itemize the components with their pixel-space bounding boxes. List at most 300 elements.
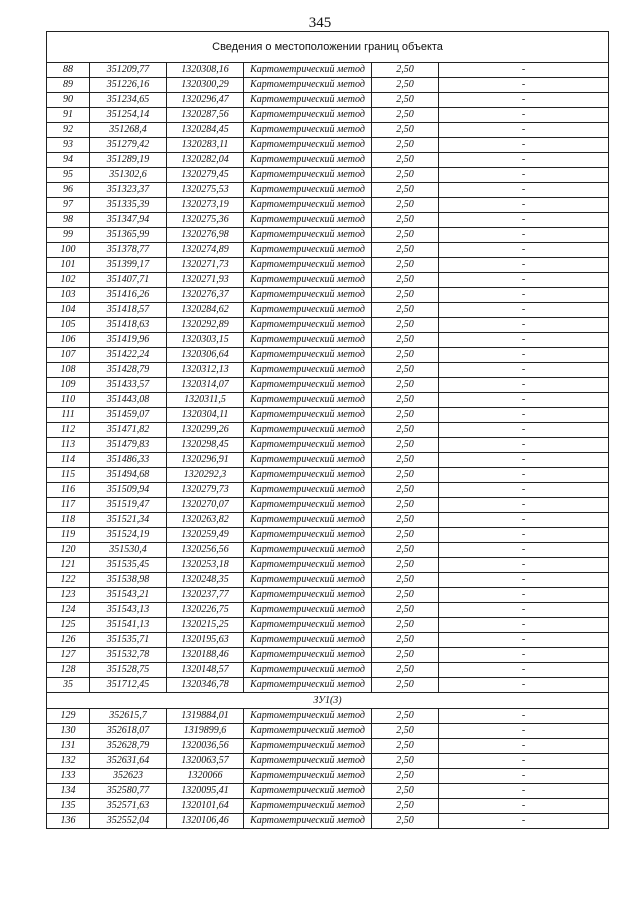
method-cell: Картометрический метод: [244, 108, 372, 123]
point-number-cell: 90: [47, 93, 90, 108]
method-cell: Картометрический метод: [244, 63, 372, 78]
x-coordinate-cell: 352571,63: [90, 799, 167, 814]
point-number-cell: 96: [47, 183, 90, 198]
accuracy-cell: 2,50: [372, 288, 439, 303]
y-coordinate-cell: 1320188,46: [167, 648, 244, 663]
note-cell: -: [439, 198, 609, 213]
point-number-cell: 113: [47, 438, 90, 453]
x-coordinate-cell: 351422,24: [90, 348, 167, 363]
method-cell: Картометрический метод: [244, 303, 372, 318]
table-row: [47, 63, 609, 78]
method-cell: Картометрический метод: [244, 363, 372, 378]
point-number-cell: 91: [47, 108, 90, 123]
table-row: [47, 108, 609, 123]
y-coordinate-cell: 1320253,18: [167, 558, 244, 573]
note-cell: -: [439, 438, 609, 453]
x-coordinate-cell: 351268,4: [90, 123, 167, 138]
y-coordinate-cell: 1320256,56: [167, 543, 244, 558]
x-coordinate-cell: 351532,78: [90, 648, 167, 663]
x-coordinate-cell: 352631,64: [90, 754, 167, 769]
note-cell: -: [439, 513, 609, 528]
y-coordinate-cell: 1320095,41: [167, 784, 244, 799]
point-number-cell: 89: [47, 78, 90, 93]
note-cell: -: [439, 558, 609, 573]
y-coordinate-cell: 1320215,25: [167, 618, 244, 633]
accuracy-cell: 2,50: [372, 228, 439, 243]
note-cell: -: [439, 393, 609, 408]
method-cell: Картометрический метод: [244, 78, 372, 93]
x-coordinate-cell: 351541,13: [90, 618, 167, 633]
x-coordinate-cell: 351416,26: [90, 288, 167, 303]
x-coordinate-cell: 351712,45: [90, 678, 167, 693]
table-row: [47, 603, 609, 618]
table-row: [47, 513, 609, 528]
table-row: [47, 183, 609, 198]
method-cell: Картометрический метод: [244, 468, 372, 483]
y-coordinate-cell: 1320296,47: [167, 93, 244, 108]
y-coordinate-cell: 1320306,64: [167, 348, 244, 363]
table-row: [47, 198, 609, 213]
note-cell: -: [439, 213, 609, 228]
note-cell: -: [439, 543, 609, 558]
point-number-cell: 112: [47, 423, 90, 438]
accuracy-cell: 2,50: [372, 408, 439, 423]
accuracy-cell: 2,50: [372, 754, 439, 769]
accuracy-cell: 2,50: [372, 678, 439, 693]
x-coordinate-cell: 351479,83: [90, 438, 167, 453]
x-coordinate-cell: 351335,39: [90, 198, 167, 213]
y-coordinate-cell: 1320308,16: [167, 63, 244, 78]
point-number-cell: 101: [47, 258, 90, 273]
method-cell: Картометрический метод: [244, 213, 372, 228]
accuracy-cell: 2,50: [372, 213, 439, 228]
method-cell: Картометрический метод: [244, 739, 372, 754]
y-coordinate-cell: 1320066: [167, 769, 244, 784]
method-cell: Картометрический метод: [244, 333, 372, 348]
table-row: [47, 558, 609, 573]
table-row: [47, 784, 609, 799]
table-row: [47, 739, 609, 754]
x-coordinate-cell: 351347,94: [90, 213, 167, 228]
point-number-cell: 106: [47, 333, 90, 348]
accuracy-cell: 2,50: [372, 198, 439, 213]
note-cell: -: [439, 363, 609, 378]
point-number-cell: 129: [47, 709, 90, 724]
x-coordinate-cell: 352580,77: [90, 784, 167, 799]
point-number-cell: 107: [47, 348, 90, 363]
x-coordinate-cell: 351524,19: [90, 528, 167, 543]
accuracy-cell: 2,50: [372, 183, 439, 198]
y-coordinate-cell: 1320282,04: [167, 153, 244, 168]
section-label: ЗУ1(3): [47, 693, 609, 709]
note-cell: -: [439, 453, 609, 468]
accuracy-cell: 2,50: [372, 258, 439, 273]
y-coordinate-cell: 1320292,3: [167, 468, 244, 483]
table-row: [47, 273, 609, 288]
table-row: [47, 483, 609, 498]
point-number-cell: 126: [47, 633, 90, 648]
method-cell: Картометрический метод: [244, 513, 372, 528]
x-coordinate-cell: 351509,94: [90, 483, 167, 498]
method-cell: Картометрический метод: [244, 573, 372, 588]
table-row: [47, 303, 609, 318]
table-row: [47, 288, 609, 303]
point-number-cell: 130: [47, 724, 90, 739]
method-cell: Картометрический метод: [244, 558, 372, 573]
table-row: [47, 138, 609, 153]
x-coordinate-cell: 351209,77: [90, 63, 167, 78]
table-row: [47, 123, 609, 138]
point-number-cell: 115: [47, 468, 90, 483]
point-number-cell: 125: [47, 618, 90, 633]
accuracy-cell: 2,50: [372, 543, 439, 558]
method-cell: Картометрический метод: [244, 528, 372, 543]
note-cell: -: [439, 318, 609, 333]
method-cell: Картометрический метод: [244, 93, 372, 108]
point-number-cell: 95: [47, 168, 90, 183]
note-cell: -: [439, 153, 609, 168]
table-row: [47, 648, 609, 663]
x-coordinate-cell: 351418,57: [90, 303, 167, 318]
note-cell: -: [439, 138, 609, 153]
point-number-cell: 92: [47, 123, 90, 138]
x-coordinate-cell: 351486,33: [90, 453, 167, 468]
note-cell: -: [439, 769, 609, 784]
note-cell: -: [439, 303, 609, 318]
accuracy-cell: 2,50: [372, 153, 439, 168]
x-coordinate-cell: 351365,99: [90, 228, 167, 243]
method-cell: Картометрический метод: [244, 348, 372, 363]
method-cell: Картометрический метод: [244, 588, 372, 603]
accuracy-cell: 2,50: [372, 333, 439, 348]
method-cell: Картометрический метод: [244, 168, 372, 183]
accuracy-cell: 2,50: [372, 348, 439, 363]
x-coordinate-cell: 351428,79: [90, 363, 167, 378]
point-number-cell: 133: [47, 769, 90, 784]
accuracy-cell: 2,50: [372, 378, 439, 393]
point-number-cell: 118: [47, 513, 90, 528]
table-row: [47, 168, 609, 183]
table-row: [47, 618, 609, 633]
table-title-row: [47, 32, 609, 63]
point-number-cell: 110: [47, 393, 90, 408]
accuracy-cell: 2,50: [372, 423, 439, 438]
x-coordinate-cell: 352628,79: [90, 739, 167, 754]
table-body: [47, 32, 609, 829]
note-cell: -: [439, 348, 609, 363]
accuracy-cell: 2,50: [372, 108, 439, 123]
table-row: [47, 799, 609, 814]
accuracy-cell: 2,50: [372, 468, 439, 483]
accuracy-cell: 2,50: [372, 63, 439, 78]
accuracy-cell: 2,50: [372, 138, 439, 153]
point-number-cell: 128: [47, 663, 90, 678]
y-coordinate-cell: 1320148,57: [167, 663, 244, 678]
table-row: [47, 363, 609, 378]
x-coordinate-cell: 351471,82: [90, 423, 167, 438]
note-cell: -: [439, 243, 609, 258]
accuracy-cell: 2,50: [372, 78, 439, 93]
accuracy-cell: 2,50: [372, 769, 439, 784]
table-row: [47, 153, 609, 168]
x-coordinate-cell: 352552,04: [90, 814, 167, 829]
table-row: [47, 724, 609, 739]
note-cell: -: [439, 603, 609, 618]
x-coordinate-cell: 351538,98: [90, 573, 167, 588]
point-number-cell: 104: [47, 303, 90, 318]
x-coordinate-cell: 351543,21: [90, 588, 167, 603]
method-cell: Картометрический метод: [244, 153, 372, 168]
accuracy-cell: 2,50: [372, 618, 439, 633]
table-row: [47, 378, 609, 393]
table-row: [47, 814, 609, 829]
point-number-cell: 111: [47, 408, 90, 423]
method-cell: Картометрический метод: [244, 123, 372, 138]
y-coordinate-cell: 1320276,37: [167, 288, 244, 303]
point-number-cell: 122: [47, 573, 90, 588]
accuracy-cell: 2,50: [372, 483, 439, 498]
note-cell: -: [439, 78, 609, 93]
accuracy-cell: 2,50: [372, 724, 439, 739]
x-coordinate-cell: 351289,19: [90, 153, 167, 168]
table-row: [47, 663, 609, 678]
point-number-cell: 123: [47, 588, 90, 603]
x-coordinate-cell: 351254,14: [90, 108, 167, 123]
method-cell: Картометрический метод: [244, 678, 372, 693]
accuracy-cell: 2,50: [372, 393, 439, 408]
method-cell: Картометрический метод: [244, 183, 372, 198]
table-row: [47, 423, 609, 438]
point-number-cell: 94: [47, 153, 90, 168]
table-row: [47, 709, 609, 724]
note-cell: -: [439, 483, 609, 498]
table-row: [47, 754, 609, 769]
accuracy-cell: 2,50: [372, 663, 439, 678]
x-coordinate-cell: 351399,17: [90, 258, 167, 273]
x-coordinate-cell: 351302,6: [90, 168, 167, 183]
y-coordinate-cell: 1320346,78: [167, 678, 244, 693]
table-row: [47, 348, 609, 363]
table-row: [47, 573, 609, 588]
point-number-cell: 127: [47, 648, 90, 663]
note-cell: -: [439, 678, 609, 693]
point-number-cell: 136: [47, 814, 90, 829]
accuracy-cell: 2,50: [372, 318, 439, 333]
y-coordinate-cell: 1320263,82: [167, 513, 244, 528]
y-coordinate-cell: 1320276,98: [167, 228, 244, 243]
y-coordinate-cell: 1320279,73: [167, 483, 244, 498]
x-coordinate-cell: 351419,96: [90, 333, 167, 348]
x-coordinate-cell: 351530,4: [90, 543, 167, 558]
accuracy-cell: 2,50: [372, 814, 439, 829]
note-cell: -: [439, 814, 609, 829]
note-cell: -: [439, 498, 609, 513]
note-cell: -: [439, 754, 609, 769]
accuracy-cell: 2,50: [372, 573, 439, 588]
note-cell: -: [439, 183, 609, 198]
x-coordinate-cell: 352615,7: [90, 709, 167, 724]
method-cell: Картометрический метод: [244, 799, 372, 814]
table-row: [47, 333, 609, 348]
point-number-cell: 105: [47, 318, 90, 333]
accuracy-cell: 2,50: [372, 303, 439, 318]
method-cell: Картометрический метод: [244, 618, 372, 633]
y-coordinate-cell: 1320274,89: [167, 243, 244, 258]
y-coordinate-cell: 1320106,46: [167, 814, 244, 829]
accuracy-cell: 2,50: [372, 363, 439, 378]
accuracy-cell: 2,50: [372, 799, 439, 814]
point-number-cell: 102: [47, 273, 90, 288]
table-row: [47, 93, 609, 108]
accuracy-cell: 2,50: [372, 588, 439, 603]
section-row: [47, 693, 609, 709]
accuracy-cell: 2,50: [372, 453, 439, 468]
x-coordinate-cell: 351433,57: [90, 378, 167, 393]
note-cell: -: [439, 633, 609, 648]
method-cell: Картометрический метод: [244, 378, 372, 393]
table-row: [47, 468, 609, 483]
note-cell: -: [439, 724, 609, 739]
point-number-cell: 88: [47, 63, 90, 78]
method-cell: Картометрический метод: [244, 663, 372, 678]
method-cell: Картометрический метод: [244, 243, 372, 258]
y-coordinate-cell: 1320299,26: [167, 423, 244, 438]
point-number-cell: 103: [47, 288, 90, 303]
y-coordinate-cell: 1320287,56: [167, 108, 244, 123]
y-coordinate-cell: 1320284,62: [167, 303, 244, 318]
method-cell: Картометрический метод: [244, 228, 372, 243]
y-coordinate-cell: 1320298,45: [167, 438, 244, 453]
point-number-cell: 97: [47, 198, 90, 213]
y-coordinate-cell: 1320063,57: [167, 754, 244, 769]
y-coordinate-cell: 1320248,35: [167, 573, 244, 588]
method-cell: Картометрический метод: [244, 784, 372, 799]
point-number-cell: 99: [47, 228, 90, 243]
note-cell: -: [439, 528, 609, 543]
point-number-cell: 114: [47, 453, 90, 468]
point-number-cell: 135: [47, 799, 90, 814]
table-row: [47, 78, 609, 93]
note-cell: -: [439, 333, 609, 348]
y-coordinate-cell: 1320273,19: [167, 198, 244, 213]
point-number-cell: 120: [47, 543, 90, 558]
note-cell: -: [439, 408, 609, 423]
method-cell: Картометрический метод: [244, 769, 372, 784]
method-cell: Картометрический метод: [244, 648, 372, 663]
x-coordinate-cell: 351323,37: [90, 183, 167, 198]
table-row: [47, 453, 609, 468]
accuracy-cell: 2,50: [372, 498, 439, 513]
table-row: [47, 528, 609, 543]
method-cell: Картометрический метод: [244, 724, 372, 739]
method-cell: Картометрический метод: [244, 498, 372, 513]
y-coordinate-cell: 1320312,13: [167, 363, 244, 378]
note-cell: -: [439, 288, 609, 303]
note-cell: -: [439, 63, 609, 78]
accuracy-cell: 2,50: [372, 123, 439, 138]
accuracy-cell: 2,50: [372, 243, 439, 258]
table-row: [47, 258, 609, 273]
note-cell: -: [439, 799, 609, 814]
x-coordinate-cell: 351528,75: [90, 663, 167, 678]
y-coordinate-cell: 1320275,36: [167, 213, 244, 228]
method-cell: Картометрический метод: [244, 198, 372, 213]
table-row: [47, 438, 609, 453]
point-number-cell: 117: [47, 498, 90, 513]
table-row: [47, 633, 609, 648]
accuracy-cell: 2,50: [372, 648, 439, 663]
accuracy-cell: 2,50: [372, 784, 439, 799]
table-row: [47, 318, 609, 333]
y-coordinate-cell: 1319884,01: [167, 709, 244, 724]
y-coordinate-cell: 1320279,45: [167, 168, 244, 183]
accuracy-cell: 2,50: [372, 528, 439, 543]
point-number-cell: 116: [47, 483, 90, 498]
accuracy-cell: 2,50: [372, 633, 439, 648]
method-cell: Картометрический метод: [244, 814, 372, 829]
note-cell: -: [439, 648, 609, 663]
point-number-cell: 98: [47, 213, 90, 228]
method-cell: Картометрический метод: [244, 393, 372, 408]
note-cell: -: [439, 228, 609, 243]
note-cell: -: [439, 618, 609, 633]
y-coordinate-cell: 1320270,07: [167, 498, 244, 513]
table-row: [47, 228, 609, 243]
y-coordinate-cell: 1320237,77: [167, 588, 244, 603]
x-coordinate-cell: 351407,71: [90, 273, 167, 288]
method-cell: Картометрический метод: [244, 633, 372, 648]
y-coordinate-cell: 1320271,93: [167, 273, 244, 288]
method-cell: Картометрический метод: [244, 438, 372, 453]
method-cell: Картометрический метод: [244, 258, 372, 273]
accuracy-cell: 2,50: [372, 168, 439, 183]
point-number-cell: 119: [47, 528, 90, 543]
y-coordinate-cell: 1320195,63: [167, 633, 244, 648]
point-number-cell: 108: [47, 363, 90, 378]
table-row: [47, 498, 609, 513]
point-number-cell: 134: [47, 784, 90, 799]
x-coordinate-cell: 351378,77: [90, 243, 167, 258]
x-coordinate-cell: 351279,42: [90, 138, 167, 153]
note-cell: -: [439, 258, 609, 273]
note-cell: -: [439, 588, 609, 603]
accuracy-cell: 2,50: [372, 273, 439, 288]
x-coordinate-cell: 352618,07: [90, 724, 167, 739]
x-coordinate-cell: 351535,45: [90, 558, 167, 573]
x-coordinate-cell: 351494,68: [90, 468, 167, 483]
note-cell: -: [439, 709, 609, 724]
note-cell: -: [439, 468, 609, 483]
accuracy-cell: 2,50: [372, 558, 439, 573]
x-coordinate-cell: 351521,34: [90, 513, 167, 528]
x-coordinate-cell: 351234,65: [90, 93, 167, 108]
method-cell: Картометрический метод: [244, 408, 372, 423]
y-coordinate-cell: 1320314,07: [167, 378, 244, 393]
table-row: [47, 588, 609, 603]
note-cell: -: [439, 573, 609, 588]
method-cell: Картометрический метод: [244, 709, 372, 724]
y-coordinate-cell: 1319899,6: [167, 724, 244, 739]
y-coordinate-cell: 1320275,53: [167, 183, 244, 198]
note-cell: -: [439, 423, 609, 438]
x-coordinate-cell: 351543,13: [90, 603, 167, 618]
y-coordinate-cell: 1320284,45: [167, 123, 244, 138]
point-number-cell: 109: [47, 378, 90, 393]
table-row: [47, 769, 609, 784]
point-number-cell: 100: [47, 243, 90, 258]
table-row: [47, 543, 609, 558]
y-coordinate-cell: 1320296,91: [167, 453, 244, 468]
